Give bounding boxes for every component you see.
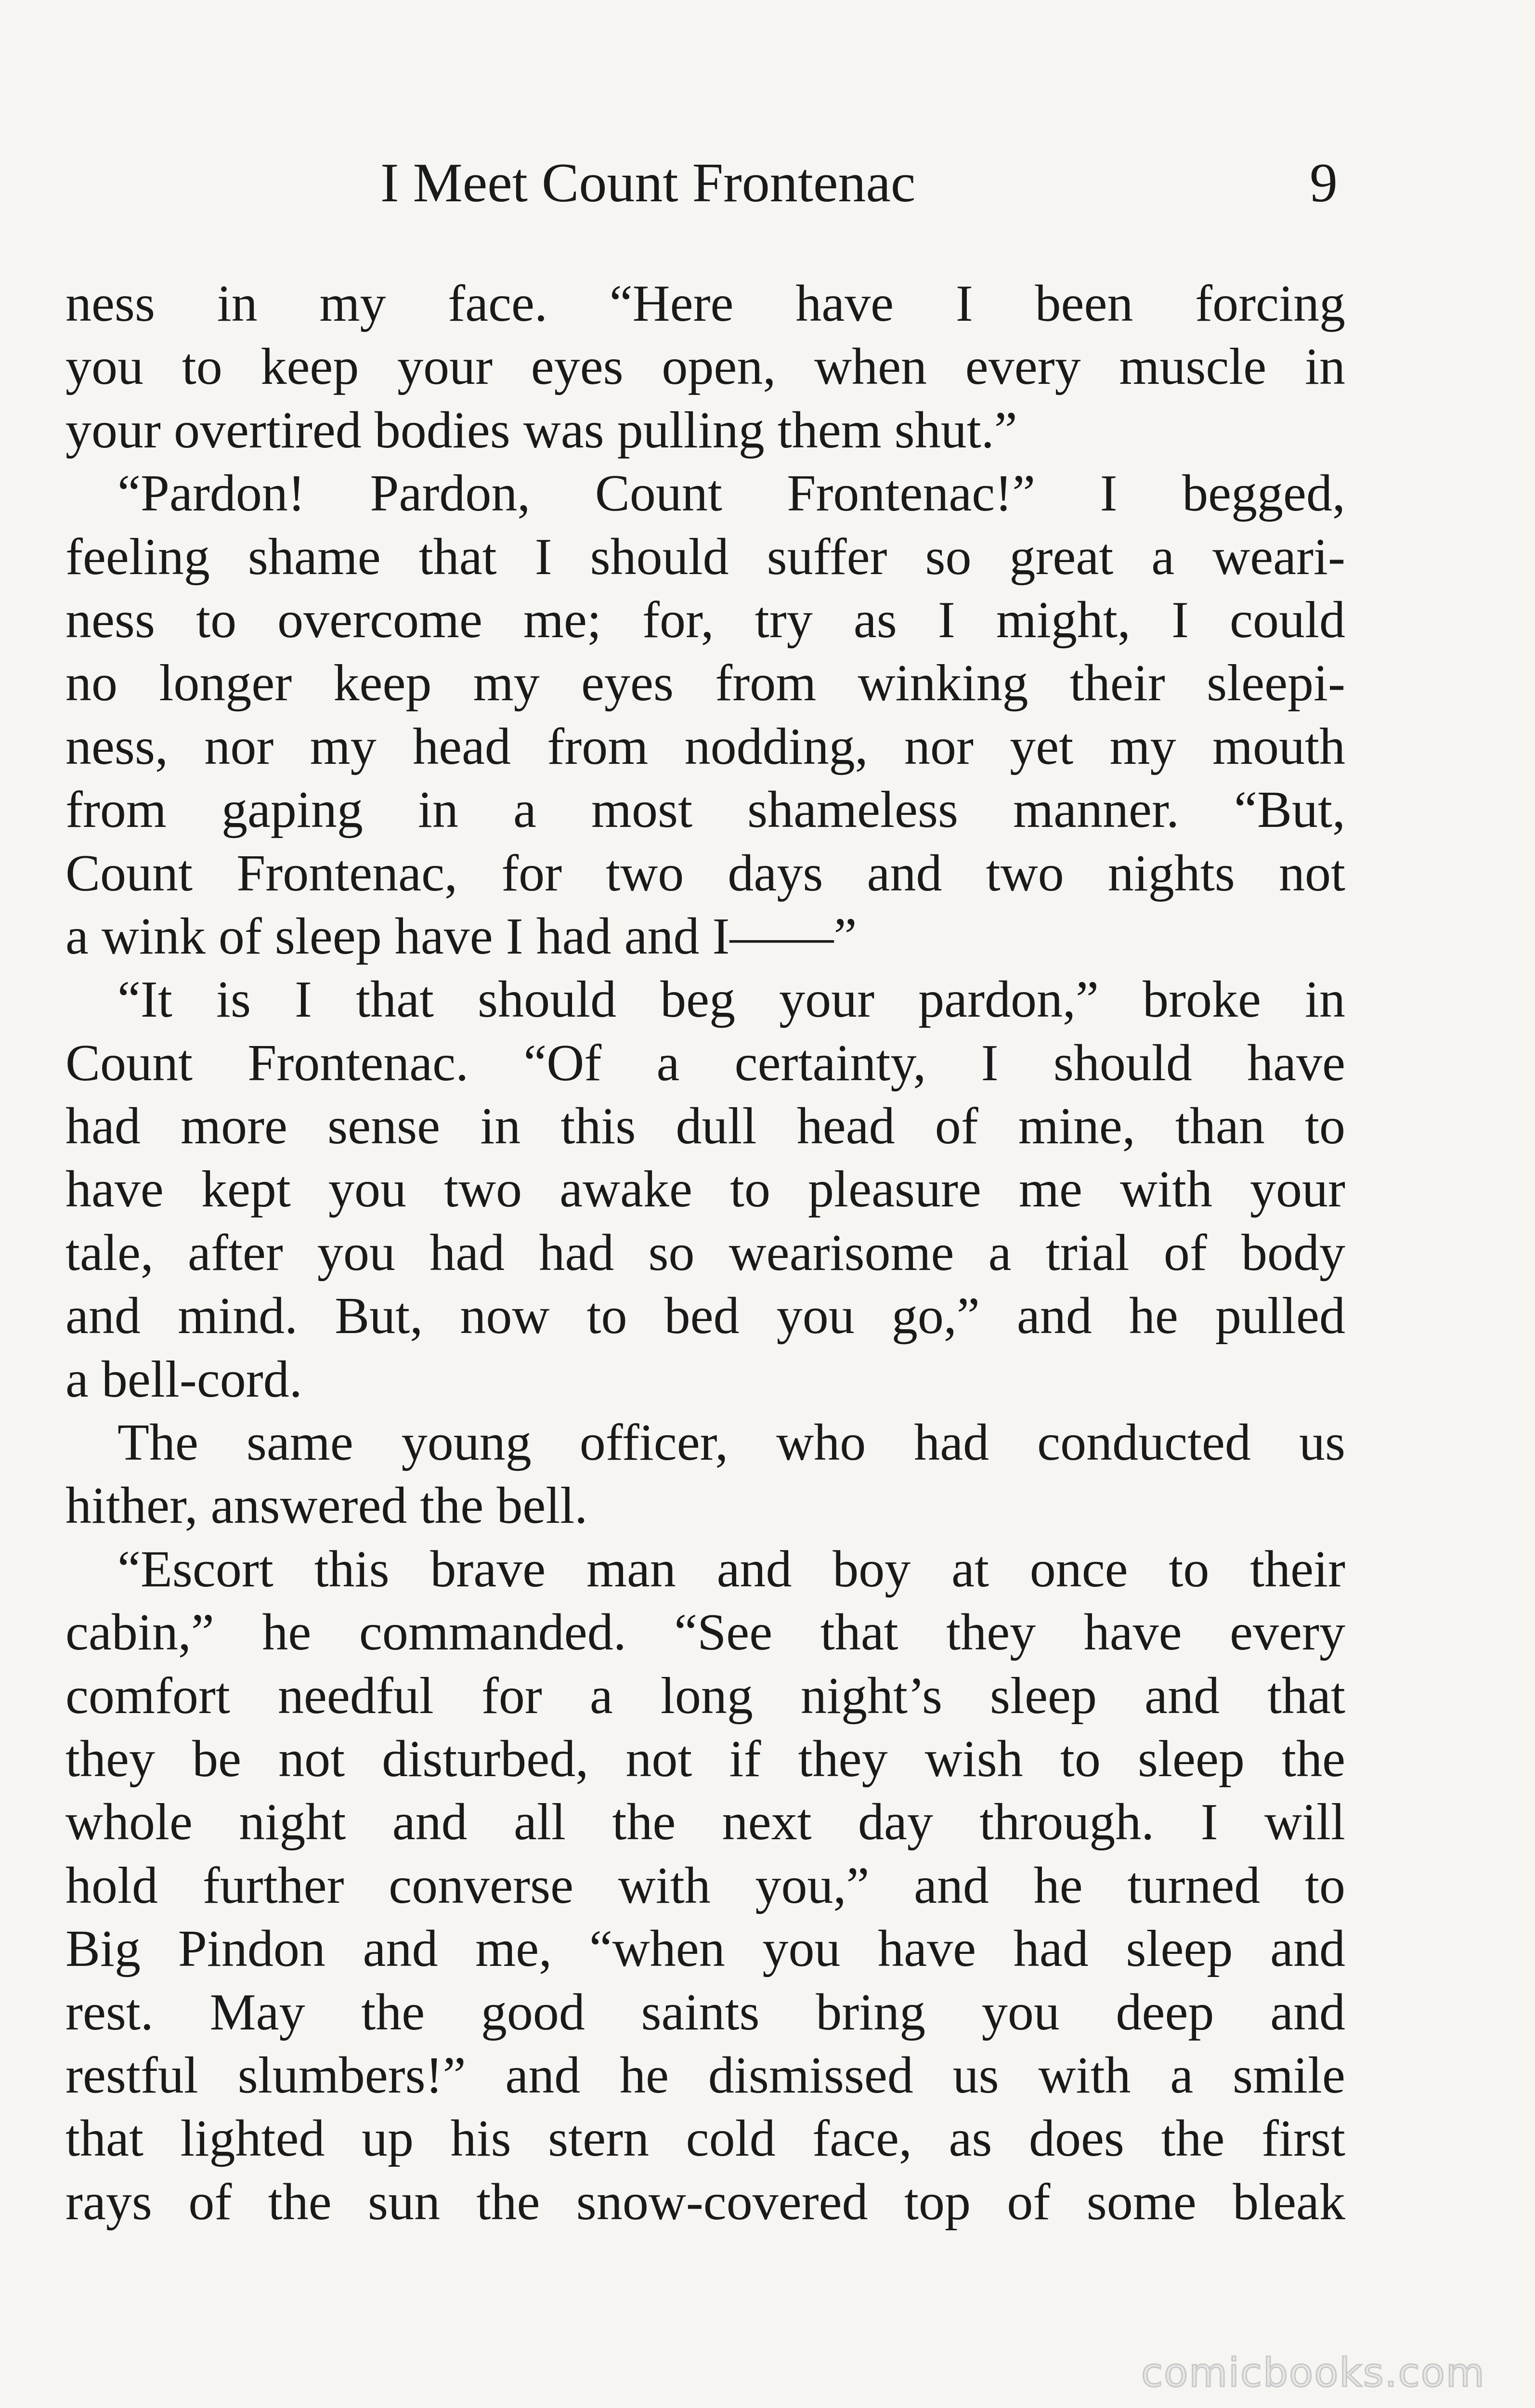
text-line: a wink of sleep have I had and I——” bbox=[65, 907, 857, 965]
text-line: rays of the sun the snow-covered top of some bleak bbox=[65, 2173, 1345, 2231]
text-line: Count Frontenac, for two days and two nights not bbox=[65, 844, 1345, 902]
text-line: feeling shame that I should suffer so great a weari- bbox=[65, 528, 1345, 586]
text-line: ness to overcome me; for, try as I might, I could bbox=[65, 591, 1345, 649]
text-line: restful slumbers!” and he dismissed us with a smile bbox=[65, 2046, 1345, 2104]
text-line: tale, after you had had so wearisome a trial of body bbox=[65, 1224, 1345, 1282]
text-line: hither, answered the bell. bbox=[65, 1477, 588, 1535]
running-head-title: I Meet Count Frontenac bbox=[380, 152, 916, 214]
text-line: and mind. But, now to bed you go,” and he pulled bbox=[65, 1287, 1345, 1345]
text-line: have kept you two awake to pleasure me with your bbox=[65, 1161, 1345, 1218]
text-line: The same young officer, who had conducted us bbox=[117, 1414, 1345, 1472]
body-text bbox=[65, 272, 1345, 2234]
text-line: no longer keep my eyes from winking their sleepi- bbox=[65, 654, 1345, 712]
text-line: “Pardon! Pardon, Count Frontenac!” I begged, bbox=[117, 465, 1345, 523]
watermark-logo: comicbooks.com bbox=[1141, 2350, 1485, 2396]
text-line: “It is I that should beg your pardon,” broke in bbox=[117, 971, 1345, 1029]
text-line: whole night and all the next day through. I will bbox=[65, 1793, 1345, 1851]
text-line: a bell-cord. bbox=[65, 1350, 302, 1408]
text-line: hold further converse with you,” and he turned to bbox=[65, 1857, 1345, 1914]
text-line: they be not disturbed, not if they wish to sleep the bbox=[65, 1730, 1345, 1788]
text-line: had more sense in this dull head of mine, than to bbox=[65, 1098, 1345, 1155]
text-line: you to keep your eyes open, when every muscle in bbox=[65, 338, 1345, 396]
text-line: ness, nor my head from nodding, nor yet my mouth bbox=[65, 718, 1345, 775]
text-line: Big Pindon and me, “when you have had sleep and bbox=[65, 1920, 1345, 1978]
text-line: cabin,” he commanded. “See that they have every bbox=[65, 1604, 1345, 1662]
text-line: from gaping in a most shameless manner. “But, bbox=[65, 781, 1345, 839]
text-line: rest. May the good saints bring you deep and bbox=[65, 1983, 1345, 2041]
text-line: comfort needful for a long night’s sleep and that bbox=[65, 1667, 1345, 1725]
text-line: Count Frontenac. “Of a certainty, I should have bbox=[65, 1034, 1345, 1092]
text-line: “Escort this brave man and boy at once to their bbox=[117, 1540, 1345, 1598]
running-head bbox=[0, 144, 1535, 222]
text-line: that lighted up his stern cold face, as does the first bbox=[65, 2110, 1345, 2168]
text-line: ness in my face. “Here have I been forcing bbox=[65, 275, 1345, 332]
text-line: your overtired bodies was pulling them shut.” bbox=[65, 401, 1017, 459]
page-number: 9 bbox=[1310, 152, 1338, 214]
